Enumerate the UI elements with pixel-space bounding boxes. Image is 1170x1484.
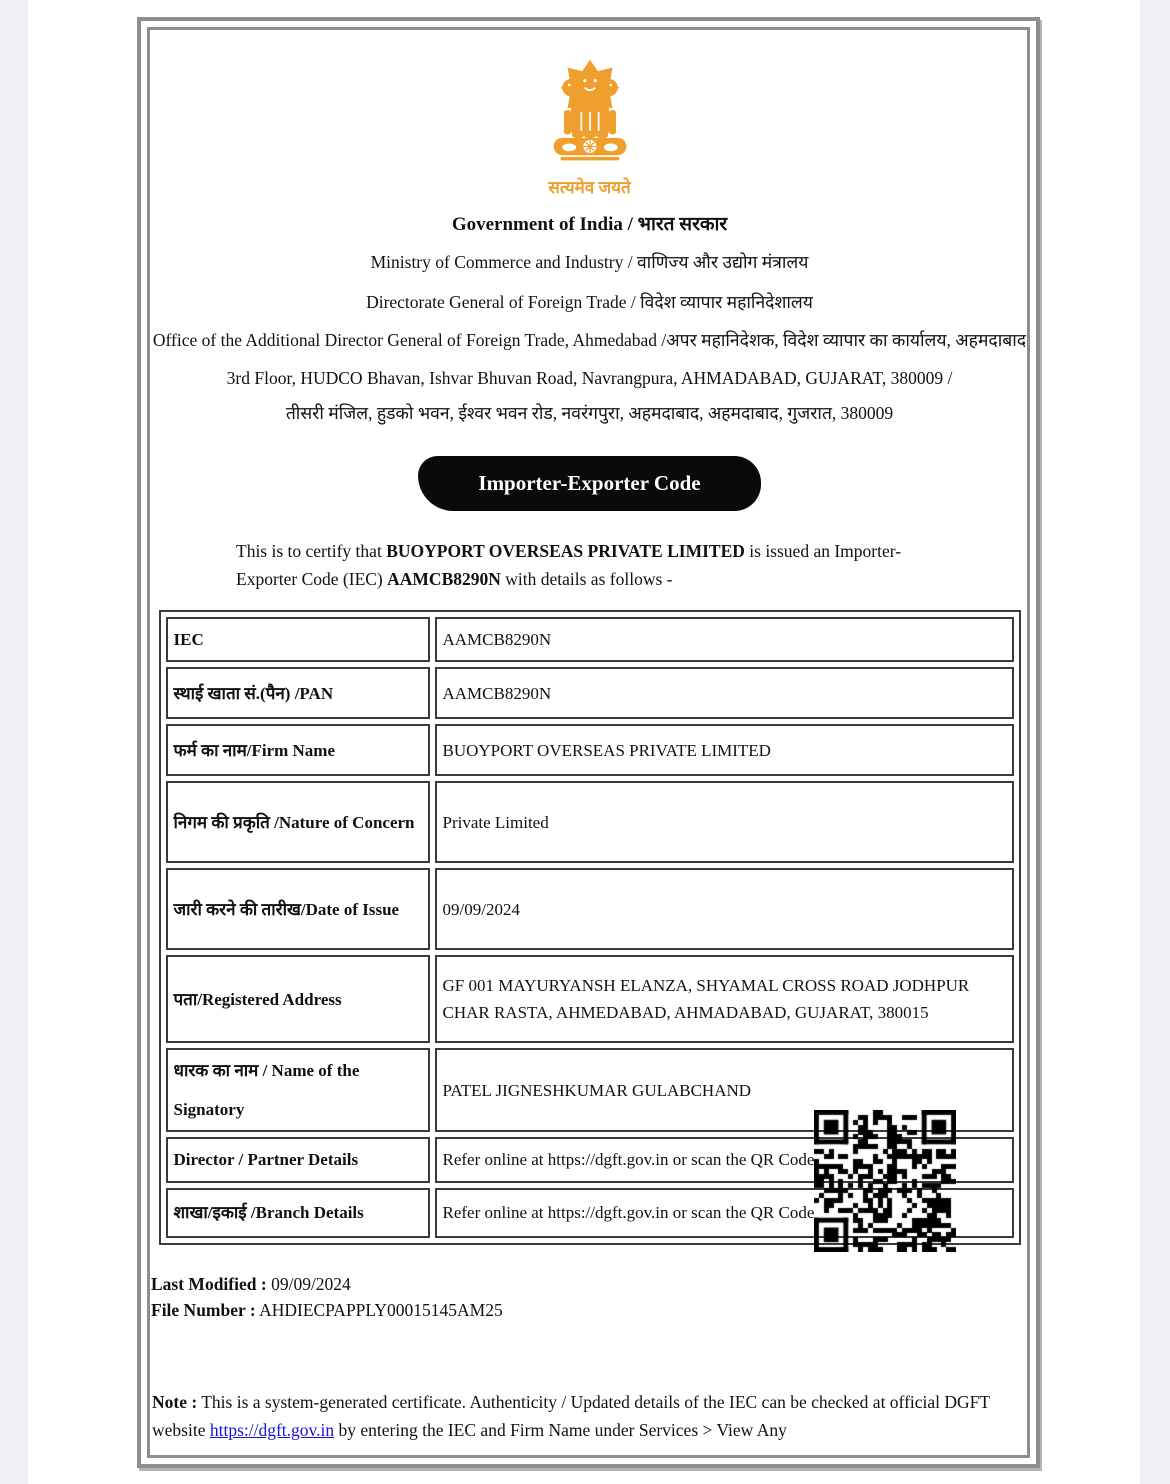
row-label: फर्म का नाम/Firm Name xyxy=(166,724,430,776)
row-value: BUOYPORT OVERSEAS PRIVATE LIMITED xyxy=(435,724,1014,776)
row-label: Director / Partner Details xyxy=(166,1137,430,1182)
directorate-line: Directorate General of Foreign Trade / विदेश व्यापार महानिदेशालय xyxy=(366,292,813,313)
table-row xyxy=(166,617,1014,662)
file-number-label: File Number : xyxy=(151,1299,256,1320)
note-after-link: by entering the IEC and Firm Name under Services > View Any xyxy=(334,1420,787,1440)
last-modified-value: 09/09/2024 xyxy=(266,1273,351,1294)
row-value: AAMCB8290N xyxy=(435,617,1014,662)
india-national-emblem xyxy=(538,54,642,198)
note-label: Note : xyxy=(152,1392,198,1412)
row-value: 09/09/2024 xyxy=(435,868,1014,950)
office-address-hindi: तीसरी मंजिल, हुडको भवन, ईश्वर भवन रोड, नवरंगपुरा, अहमदाबाद, अहमदाबाद, गुजरात, 380009 xyxy=(285,403,894,424)
note-before-link: This is a system-generated certificate. Authenticity / Updated details of the IEC can be checked at official DGFT website xyxy=(152,1392,990,1440)
viewer-margin-right xyxy=(1140,0,1170,1484)
table-row xyxy=(166,781,1014,863)
row-value: Refer online at https://dgft.gov.in or scan the QR Code xyxy=(435,1137,1014,1182)
row-value: Private Limited xyxy=(435,781,1014,863)
last-modified-label: Last Modified : xyxy=(151,1273,267,1294)
row-value: GF 001 MAYURYANSH ELANZA, SHYAMAL CROSS ROAD JODHPUR CHAR RASTA, AHMEDABAD, AHMADABAD, GUJARAT, 380015 xyxy=(435,955,1014,1043)
viewer-margin-left xyxy=(0,0,28,1484)
certify-firm-name: BUOYPORT OVERSEAS PRIVATE LIMITED xyxy=(386,541,745,562)
certify-iec: AAMCB8290N xyxy=(387,568,501,589)
qr-code xyxy=(814,1110,956,1252)
last-modified-line xyxy=(151,1271,1028,1297)
certificate-footer xyxy=(151,1271,1028,1324)
dgft-website-link[interactable]: https://dgft.gov.in xyxy=(209,1420,335,1440)
ministry-line: Ministry of Commerce and Industry / वाणिज्य और उद्योग मंत्रालय xyxy=(370,252,809,272)
row-label: जारी करने की तारीख/Date of Issue xyxy=(166,868,430,950)
row-label: निगम की प्रकृति /Nature of Concern xyxy=(166,781,430,863)
table-row xyxy=(166,724,1014,776)
office-line: Office of the Additional Director General of Foreign Trade, Ahmedabad /अपर महानिदेशक, विदेश व्यापार का कार्यालय, अहमदाबाद xyxy=(152,330,1027,351)
row-label: शाखा/इकाई /Branch Details xyxy=(166,1188,430,1238)
office-address-english: 3rd Floor, HUDCO Bhavan, Ishvar Bhuvan Road, Navrangpura, AHMADABAD, GUJARAT, 380009 / xyxy=(226,367,953,388)
emblem-motto: सत्यमेव जयते xyxy=(548,178,631,197)
row-value: PATEL JIGNESHKUMAR GULABCHAND xyxy=(435,1048,1014,1132)
file-number-line xyxy=(151,1297,1028,1323)
certify-prefix: This is to certify that xyxy=(236,541,387,562)
government-of-india-line: Government of India / भारत सरकार xyxy=(451,214,728,235)
row-label: धारक का नाम / Name of the Signatory xyxy=(166,1048,430,1132)
certify-suffix: with details as follows - xyxy=(500,568,673,589)
certify-middle: is issued an Importer-Exporter Code (IEC) xyxy=(236,541,902,589)
row-value: AAMCB8290N xyxy=(435,667,1014,719)
table-row xyxy=(166,667,1014,719)
importer-exporter-code-badge: Importer-Exporter Code xyxy=(418,456,760,511)
certificate-note xyxy=(152,1388,1020,1444)
table-row xyxy=(166,955,1014,1043)
row-value: Refer online at https://dgft.gov.in or scan the QR Code xyxy=(435,1188,1014,1238)
certification-statement xyxy=(151,538,1028,592)
row-label: पता/Registered Address xyxy=(166,955,430,1043)
table-row xyxy=(166,868,1014,950)
ashoka-lion-capital-icon xyxy=(538,155,642,172)
row-label: स्थाई खाता सं.(पैन) /PAN xyxy=(166,667,430,719)
file-number-value: AHDIECPAPPLY00015145AM25 xyxy=(255,1299,503,1320)
row-label: IEC xyxy=(166,617,430,662)
